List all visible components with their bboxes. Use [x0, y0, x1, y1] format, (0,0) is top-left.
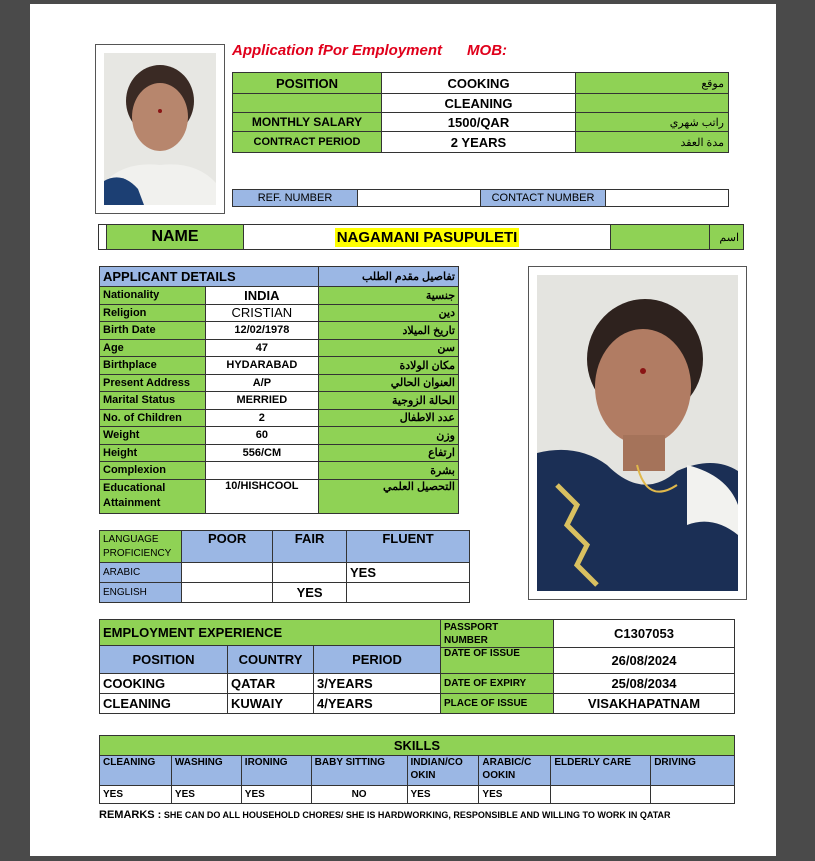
applicant-field-ar: بشرة [318, 462, 458, 480]
applicant-row [100, 339, 459, 357]
language-table [99, 530, 470, 603]
skill-value [551, 786, 651, 804]
position-ar: موقع [575, 72, 729, 94]
employment-heading: EMPLOYMENT EXPERIENCE [100, 620, 441, 646]
skill-header-line-1: ARABIC/C [482, 757, 532, 768]
applicant-row [100, 427, 459, 445]
passport-number-label: PASSPORT NUMBER [441, 620, 554, 648]
remarks [99, 809, 671, 821]
skill-header-line-2: OKIN [410, 770, 436, 781]
emp-row-1-position: COOKING [100, 674, 228, 694]
lang-arabic-fair [273, 563, 347, 583]
skill-header [651, 756, 735, 786]
applicant-field-label: Nationality [100, 287, 206, 305]
applicant-field-label: No. of Children [100, 409, 206, 427]
skill-header [171, 756, 241, 786]
emp-row-2-period: 4/YEARS [314, 694, 441, 714]
remarks-text: SHE CAN DO ALL HOUSEHOLD CHORES/ SHE IS HARDWORKING, RESPONSIBLE AND WILLING TO WORK IN QATAR [163, 810, 671, 820]
lang-arabic-fluent: YES [347, 563, 470, 583]
education-label: Educational Attainment [100, 479, 206, 513]
salary-value: 1500/QAR [381, 112, 576, 132]
skills-heading: SKILLS [100, 736, 735, 756]
skill-value: YES [407, 786, 479, 804]
education-value: 10/HISHCOOL [206, 479, 319, 513]
applicant-field-label: Present Address [100, 374, 206, 392]
skill-header-line-2: OOKIN [482, 770, 516, 781]
position-label: POSITION [232, 72, 382, 94]
ref-number-label: REF. NUMBER [232, 189, 358, 207]
skill-header [551, 756, 651, 786]
salary-ar: راتب شهري [575, 112, 729, 132]
date-of-issue-label: DATE OF ISSUE [441, 648, 554, 674]
place-of-issue-label: PLACE OF ISSUE [441, 694, 554, 714]
skill-header-line-1: IRONING [244, 757, 288, 768]
education-ar: التحصيل العلمي [318, 479, 458, 513]
applicant-field-label: Birth Date [100, 322, 206, 340]
applicant-field-value: 556/CM [206, 444, 319, 462]
applicant-field-value: HYDARABAD [206, 357, 319, 375]
applicant-field-label: Age [100, 339, 206, 357]
applicant-row [100, 392, 459, 410]
applicant-field-value: A/P [206, 374, 319, 392]
applicant-details-table [99, 266, 459, 514]
contract-value: 2 YEARS [381, 131, 576, 153]
skill-header-line-1: BABY SITTING [314, 757, 386, 768]
applicant-details-heading-ar: تفاصيل مقدم الطلب [318, 267, 458, 287]
position-value-2: CLEANING [381, 93, 576, 113]
skill-header-line-1: CLEANING [103, 757, 156, 768]
applicant-row [100, 444, 459, 462]
applicant-field-label: Birthplace [100, 357, 206, 375]
lang-arabic-poor [182, 563, 273, 583]
emp-col-period: PERIOD [314, 646, 441, 674]
applicant-field-label: Complexion [100, 462, 206, 480]
skill-header-line-1: DRIVING [654, 757, 696, 768]
applicant-field-value: 60 [206, 427, 319, 445]
applicant-field-ar: وزن [318, 427, 458, 445]
lang-english-fair: YES [273, 583, 347, 603]
skill-header-line-1: INDIAN/CO [410, 757, 463, 768]
skill-value [651, 786, 735, 804]
applicant-field-label: Marital Status [100, 392, 206, 410]
lang-english-fluent [347, 583, 470, 603]
applicant-field-ar: مكان الولادة [318, 357, 458, 375]
position-label-blank [232, 93, 382, 113]
applicant-field-value [206, 462, 319, 480]
skill-value: YES [100, 786, 172, 804]
applicant-field-value: INDIA [206, 287, 319, 305]
applicant-field-value: 12/02/1978 [206, 322, 319, 340]
applicant-row [100, 322, 459, 340]
contract-ar: مدة العقد [575, 131, 729, 153]
skills-table [99, 735, 735, 804]
skill-value: YES [241, 786, 311, 804]
applicant-field-value: 47 [206, 339, 319, 357]
date-of-expiry-label: DATE OF EXPIRY [441, 674, 554, 694]
applicant-row [100, 374, 459, 392]
applicant-field-ar: سن [318, 339, 458, 357]
mob-label: MOB: [467, 42, 508, 59]
emp-col-country: COUNTRY [228, 646, 314, 674]
contract-label: CONTRACT PERIOD [232, 131, 382, 153]
applicant-field-ar: الحالة الزوجية [318, 392, 458, 410]
applicant-field-ar: عدد الاطفال [318, 409, 458, 427]
applicant-row [100, 357, 459, 375]
application-form [30, 4, 776, 856]
contact-number-label: CONTACT NUMBER [480, 189, 606, 207]
applicant-field-label: Weight [100, 427, 206, 445]
applicant-row [100, 287, 459, 305]
ref-number-value[interactable] [357, 189, 481, 207]
portrait-figure-large [537, 275, 738, 591]
skill-header-line-1: WASHING [174, 757, 223, 768]
applicant-row [100, 462, 459, 480]
applicant-photo-small [95, 44, 225, 214]
applicant-row [100, 304, 459, 322]
applicant-field-ar: العنوان الحالي [318, 374, 458, 392]
name-ar: اسم [709, 224, 744, 250]
applicant-field-ar: تاريخ الميلاد [318, 322, 458, 340]
skill-header [407, 756, 479, 786]
applicant-photo-large [528, 266, 747, 600]
name-value: NAGAMANI PASUPULETI [336, 228, 518, 246]
skill-header [241, 756, 311, 786]
applicant-details-heading: APPLICANT DETAILS [100, 267, 319, 287]
lang-col-poor: POOR [182, 531, 273, 563]
lang-col-fair: FAIR [273, 531, 347, 563]
applicant-field-value: MERRIED [206, 392, 319, 410]
skill-value: NO [311, 786, 407, 804]
name-blank [610, 224, 710, 250]
emp-row-1-country: QATAR [228, 674, 314, 694]
applicant-field-value: CRISTIAN [206, 304, 319, 322]
passport-table [440, 619, 735, 714]
portrait-figure [104, 53, 216, 205]
emp-row-1-period: 3/YEARS [314, 674, 441, 694]
salary-label: MONTHLY SALARY [232, 112, 382, 132]
lang-english: ENGLISH [100, 583, 182, 603]
language-label: LANGUAGE PROFICIENCY [100, 531, 182, 563]
skill-value: YES [171, 786, 241, 804]
employment-table [99, 619, 441, 714]
position-value-1: COOKING [381, 72, 576, 94]
applicant-field-label: Religion [100, 304, 206, 322]
skill-value: YES [479, 786, 551, 804]
name-label: NAME [106, 224, 244, 250]
lang-arabic: ARABIC [100, 563, 182, 583]
skill-header [311, 756, 407, 786]
emp-row-2-position: CLEANING [100, 694, 228, 714]
lang-english-poor [182, 583, 273, 603]
applicant-field-label: Height [100, 444, 206, 462]
contact-number-value[interactable] [605, 189, 729, 207]
applicant-field-ar: جنسية [318, 287, 458, 305]
applicant-row [100, 409, 459, 427]
passport-number-value: C1307053 [554, 620, 735, 648]
emp-col-position: POSITION [100, 646, 228, 674]
skill-header [479, 756, 551, 786]
skill-header-line-1: ELDERLY CARE [554, 757, 631, 768]
emp-row-2-country: KUWAIY [228, 694, 314, 714]
skill-header [100, 756, 172, 786]
date-of-issue-value: 26/08/2024 [554, 648, 735, 674]
form-title: Application fPor Employment MOB: [232, 42, 508, 59]
applicant-field-ar: ارتفاع [318, 444, 458, 462]
place-of-issue-value: VISAKHAPATNAM [554, 694, 735, 714]
remarks-label: REMARKS : [99, 809, 162, 821]
position-ar-blank [575, 93, 729, 113]
lang-col-fluent: FLUENT [347, 531, 470, 563]
date-of-expiry-value: 25/08/2034 [554, 674, 735, 694]
applicant-field-ar: دين [318, 304, 458, 322]
applicant-field-value: 2 [206, 409, 319, 427]
